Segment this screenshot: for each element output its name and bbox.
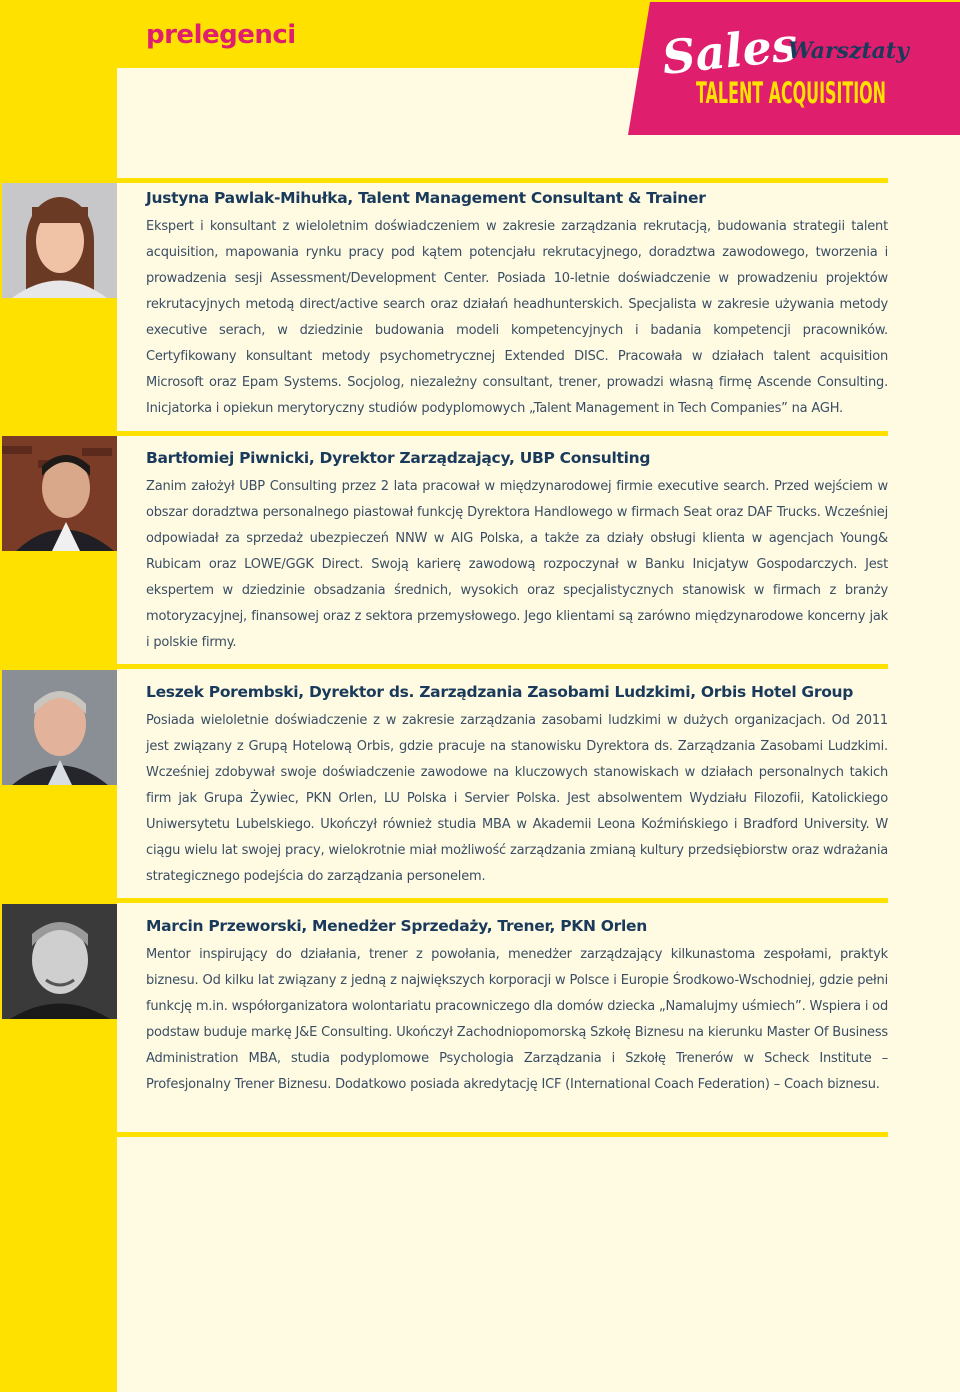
speaker-4-photo xyxy=(2,904,117,1019)
speaker-3-bio: Posiada wieloletnie doświadczenie z w zakresie zarządzania zasobami ludzkimi w dużych organizacjach. Od 2011 jest związany z Grupą Hotelową Orbis, gdzie pracuje na stanowisku Dyrektora ds. Zarządzania Zasobami Ludzkimi. Wcześniej zdobywał swoje doświadczenie zawodowe na kluczowych stanowiskach w działach personalnych takich firm jak Grupa Żywiec, PKN Orlen, LU Polska i Servier Polska. Jest absolwentem Wydziału Filozofii, Katolickiego Uniwersytetu Lubelskiego. Ukończył również studia MBA w Akademii Leona Koźmińskiego i Bradford University. W ciągu wielu lat swojej pracy, wielokrotnie miał możliwość zarządzania zmianą kultury przedsiębiorstw oraz wdrażania strategicznego podejścia do zarządzania personelem. xyxy=(146,713,888,884)
speaker-3-photo xyxy=(2,670,117,785)
section-title: prelegenci xyxy=(146,20,296,50)
speaker-1-name: Justyna Pawlak-Mihułka, Talent Management Consultant & Trainer xyxy=(146,189,706,207)
divider xyxy=(117,178,888,183)
logo-main-line: TALENT ACQUISITION xyxy=(696,76,886,110)
speaker-4 xyxy=(146,915,888,1098)
divider xyxy=(117,898,888,903)
divider xyxy=(117,431,888,436)
speaker-3 xyxy=(146,681,888,890)
portrait-photo-man-icon xyxy=(2,436,117,551)
speaker-2-name: Bartłomiej Piwnicki, Dyrektor Zarządzający, UBP Consulting xyxy=(146,449,651,467)
speaker-3-name: Leszek Porembski, Dyrektor ds. Zarządzania Zasobami Ludzkimi, Orbis Hotel Group xyxy=(146,683,854,701)
portrait-photo-man-icon xyxy=(2,904,117,1019)
speaker-1 xyxy=(146,187,888,422)
speaker-2-photo xyxy=(2,436,117,551)
speaker-2 xyxy=(146,447,888,656)
speaker-1-bio: Ekspert i konsultant z wieloletnim doświadczeniem w zakresie zarządzania rekrutacją, budowania strategii talent acquisition, mapowania rynku pracy pod kątem potencjału rekrutacyjnego, doradztwa zawodowego, tworzenia i prowadzenia sesji Assessment/Development Center. Posiada 10-letnie doświadczenie w prowadzeniu projektów rekrutacyjnych metodą direct/active search oraz działań headhunterskich. Specjalista w zakresie używania metody executive serach, w dziedzinie budowania modeli kompetencyjnych i badania kompetencji pracowników. Certyfikowany konsultant metody psychometrycznej Extended DISC. Pracowała w działach talent acquisition Microsoft oraz Epam Systems. Socjolog, niezależny consultant, trener, prowadzi własną firmę Ascende Consulting. Inicjatorka i opiekun merytoryczny studiów podyplomowych „Talent Management in Tech Companies” na AGH. xyxy=(146,219,888,416)
portrait-photo-man-icon xyxy=(2,670,117,785)
portrait-photo-woman-icon xyxy=(2,183,117,298)
event-logo-graphic xyxy=(628,2,960,135)
speaker-2-bio: Zanim założył UBP Consulting przez 2 lata pracował w międzynarodowej firmie executive search. Przed wejściem w obszar doradztwa personalnego piastował funkcję Dyrektora Handlowego w firmach Seat oraz DAF Trucks. Wcześniej odpowiadał za sprzedaż ubezpieczeń NNW w AIG Polska, a także za działy obsługi klienta w agencjach Young& Rubicam oraz LOWE/GGK Direct. Swoją karierę zawodową rozpoczynał w Banku Inicjatyw Gospodarczych. Jest ekspertem w dziedzinie obsadzania średnich, wysokich oraz specjalistycznych stanowisk w firmach z branży motoryzacyjnej, finansowej oraz z sektora przemysłowego. Jego klientami są zarówno międzynarodowe koncerny jak i polskie firmy. xyxy=(146,479,888,650)
divider xyxy=(117,664,888,669)
speaker-4-name: Marcin Przeworski, Menedżer Sprzedaży, Trener, PKN Orlen xyxy=(146,917,647,935)
divider xyxy=(117,1132,888,1137)
logo-subtitle-word: Warsztaty xyxy=(788,38,909,64)
event-logo xyxy=(628,2,960,135)
speaker-4-bio: Mentor inspirujący do działania, trener z powołania, menedżer zarządzający kilkunastoma zespołami, praktyk biznesu. Od kilku lat związany z jedną z największych korporacji w Polsce i Europie Środkowo-Wschodniej, gdzie pełni funkcję m.in. współorganizatora wolontariatu pracowniczego dla domów dziecka „Namalujmy uśmiech”. Wspiera i od podstaw buduje markę J&E Consulting. Ukończył Zachodniopomorską Szkołę Biznesu na kierunku Master Of Business Administration MBA, studia podyplomowe Psychologia Zarządzania i Szkołę Trenerów w Scheck Institute – Profesjonalny Trener Biznesu. Dodatkowo posiada akredytację ICF (International Coach Federation) – Coach biznesu. xyxy=(146,947,888,1092)
logo-script-word: Sales xyxy=(659,17,801,85)
speaker-1-photo xyxy=(2,183,117,298)
